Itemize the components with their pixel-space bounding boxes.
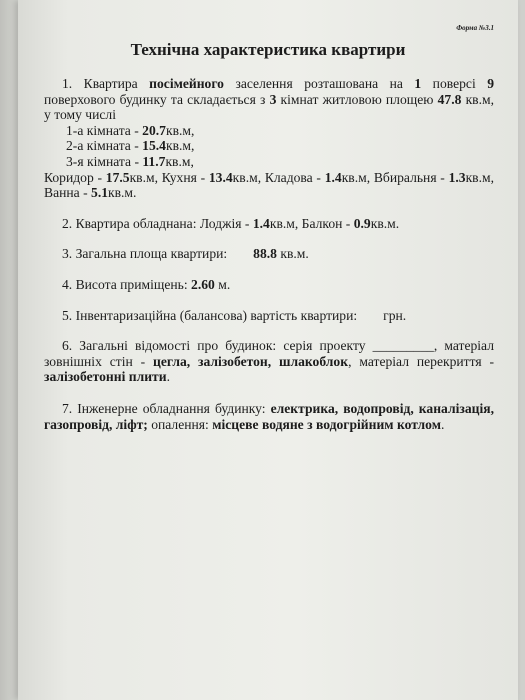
wall-material: цегла, залізобетон, шлакоблок bbox=[152, 353, 349, 369]
toilet-area: 1.3 bbox=[448, 169, 466, 185]
section-5 bbox=[44, 308, 494, 324]
utilities: електрика, водопровід, каналізація, газопровід, ліфт; bbox=[44, 400, 494, 432]
text: кв.м. bbox=[108, 185, 137, 201]
text: опалення: bbox=[147, 416, 213, 432]
form-number: Форма №3.1 bbox=[456, 24, 494, 32]
section-1 bbox=[44, 76, 494, 123]
room-area: 15.4 bbox=[142, 138, 166, 154]
total-area: 88.8 bbox=[253, 246, 277, 262]
room-label: 1-а кімната - bbox=[66, 122, 143, 138]
ceiling-height: 2.60 bbox=[191, 276, 215, 292]
balcony-area: 0.9 bbox=[353, 215, 371, 231]
text: кімнат житловою площею bbox=[276, 91, 438, 107]
room-area: 11.7 bbox=[142, 153, 166, 169]
section-3 bbox=[44, 246, 494, 262]
room-unit: кв.м, bbox=[165, 153, 194, 169]
section-6 bbox=[44, 338, 494, 385]
section-2 bbox=[44, 216, 494, 232]
document-body bbox=[44, 76, 494, 432]
room-count: 3 bbox=[269, 91, 277, 107]
room-unit: кв.м, bbox=[165, 122, 195, 138]
text: кв.м. bbox=[370, 215, 400, 231]
other-areas bbox=[44, 170, 494, 201]
text: . bbox=[440, 416, 445, 432]
text: кв.м. bbox=[276, 246, 309, 262]
text: кв.м, Балкон - bbox=[269, 215, 354, 231]
room-2 bbox=[44, 138, 494, 154]
occupancy-type: посімейного bbox=[149, 76, 224, 91]
room-label: 2-а кімната - bbox=[66, 138, 143, 154]
document-page bbox=[18, 0, 518, 700]
text: Коридор - bbox=[44, 169, 106, 185]
text: , матеріал перекриття - bbox=[348, 353, 494, 369]
room-area: 20.7 bbox=[142, 122, 166, 138]
text: 1. Квартира bbox=[62, 76, 150, 91]
floor-number: 1 bbox=[414, 76, 422, 91]
page-edge-shadow bbox=[0, 0, 18, 700]
text: 4. Висота приміщень: bbox=[62, 276, 192, 292]
corridor-area: 17.5 bbox=[105, 169, 130, 185]
kitchen-area: 13.4 bbox=[208, 169, 233, 185]
text: кв.м, у тому числі bbox=[44, 91, 494, 123]
text: 3. Загальна площа квартири: bbox=[62, 246, 228, 262]
text: 6. Загальні відомості про будинок: серія проекту _________, матеріал зовнішніх стін - bbox=[44, 338, 494, 369]
room-unit: кв.м, bbox=[165, 138, 195, 154]
text: кв.м, Ванна - bbox=[44, 169, 495, 201]
text: поверсі bbox=[421, 76, 488, 91]
section-4 bbox=[44, 277, 494, 293]
section-7 bbox=[44, 401, 494, 432]
text: 5. Інвентаризаційна (балансова) вартість квартири: bbox=[62, 307, 358, 323]
text: заселення розташована на bbox=[223, 76, 415, 91]
currency: грн. bbox=[383, 307, 407, 323]
room-1 bbox=[44, 123, 494, 139]
text: м. bbox=[214, 276, 231, 292]
text: . bbox=[166, 369, 170, 385]
text: 2. Квартира обладнана: Лоджія - bbox=[62, 215, 253, 231]
text: кв.м, Кладова - bbox=[232, 169, 325, 185]
page-title: Технічна характеристика квартири bbox=[130, 40, 406, 59]
loggia-area: 1.4 bbox=[252, 215, 270, 231]
text: кв.м, Вбиральня - bbox=[341, 169, 449, 185]
text: кв.м, Кухня - bbox=[129, 169, 209, 185]
room-3 bbox=[44, 154, 494, 170]
bathroom-area: 5.1 bbox=[91, 185, 109, 201]
living-area: 47.8 bbox=[437, 91, 462, 107]
floor-material: залізобетонні плити bbox=[44, 369, 167, 385]
storage-area: 1.4 bbox=[324, 169, 342, 185]
text: поверхового будинку та складається з bbox=[44, 91, 270, 107]
heating: місцеве водяне з водогрійним котлом bbox=[212, 416, 441, 432]
text: 7. Інженерне обладнання будинку: bbox=[62, 400, 271, 416]
room-label: 3-я кімната - bbox=[66, 153, 143, 169]
building-floors: 9 bbox=[487, 76, 495, 91]
